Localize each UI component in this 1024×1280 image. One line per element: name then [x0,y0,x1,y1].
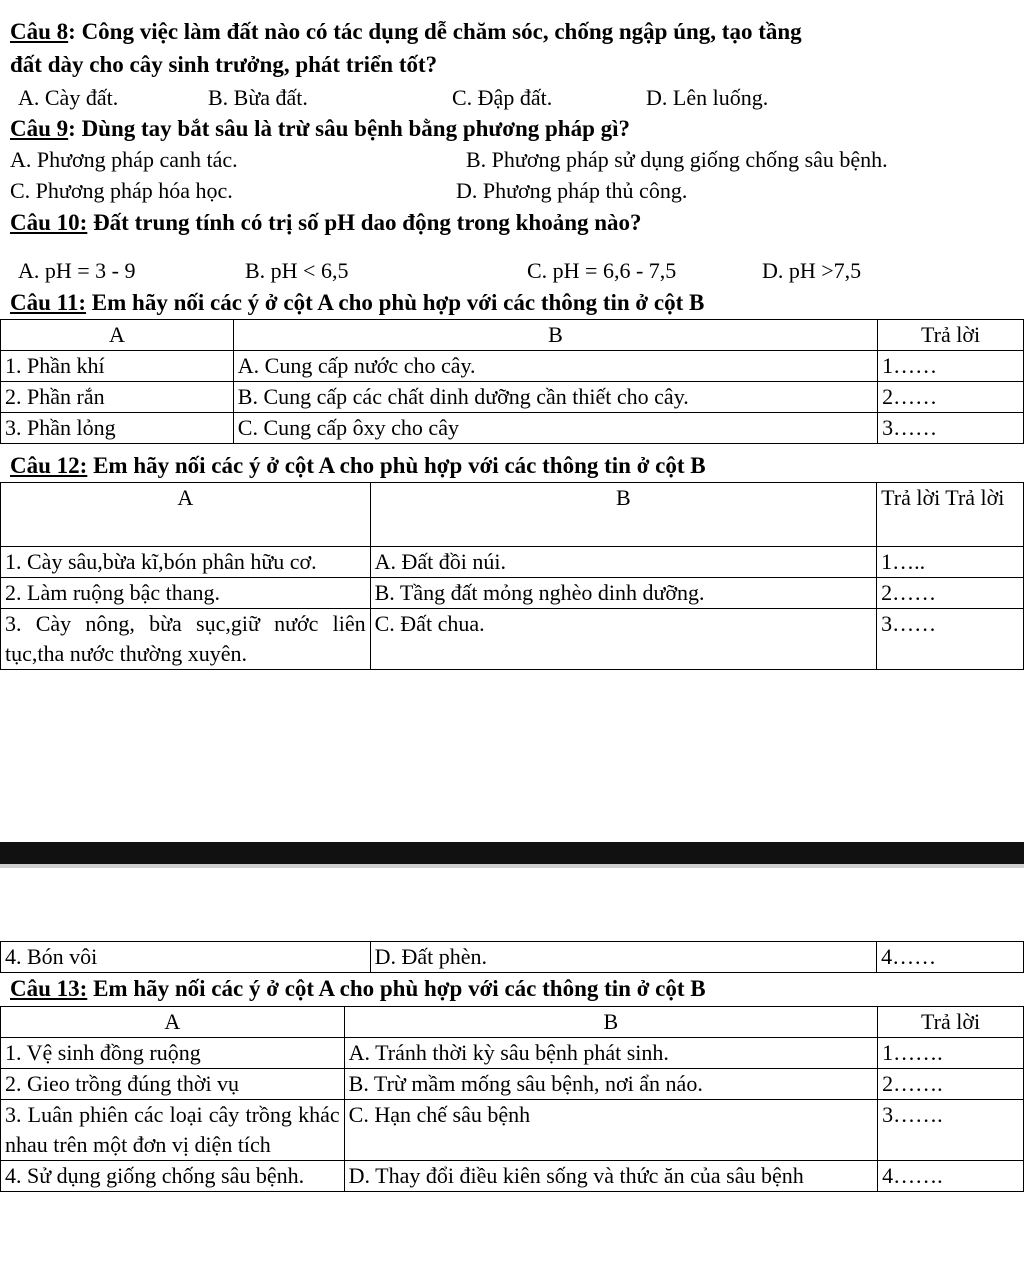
cell-a: 4. Bón vôi [1,942,371,973]
q10-option-d: D. pH >7,5 [762,258,862,283]
table-row [1,609,1024,670]
q8-option-a: A. Cày đất. [18,85,119,110]
cell-b: B. Tầng đất mỏng nghèo dinh dưỡng. [370,578,876,609]
q8-option-d: D. Lên luống. [646,85,769,110]
question-8-number: Câu 8 [10,19,69,44]
table-header-row [1,483,1024,547]
column-b-header: B [370,483,876,547]
question-13-line [10,975,706,1003]
cell-b: A. Đất đồi núi. [370,547,876,578]
cell-a: 1. Cày sâu,bừa kĩ,bón phân hữu cơ. [1,547,371,578]
cell-a: 3. Luân phiên các loại cây trồng khác nhau trên một đơn vị diện tích [1,1100,345,1161]
column-a-header: A [1,1007,345,1038]
question-9-line [10,115,630,143]
answer-cell[interactable]: 2……. [878,1069,1024,1100]
table-row [1,382,1024,413]
page-separator-shadow [0,864,1024,868]
question-10-number: Câu 10: [10,210,88,235]
table-row [1,1161,1024,1192]
q9-option-b: B. Phương pháp sử dụng giống chống sâu bệnh. [466,147,888,172]
cell-b: C. Cung cấp ôxy cho cây [233,413,877,444]
question-12-text: Em hãy nối các ý ở cột A cho phù hợp với các thông tin ở cột B [87,453,706,478]
question-9-text: : Dùng tay bắt sâu là trừ sâu bệnh bằng phương pháp gì? [68,116,631,141]
cell-a: 2. Gieo trồng đúng thời vụ [1,1069,345,1100]
q10-option-a: A. pH = 3 - 9 [18,258,136,283]
answer-cell[interactable]: 4……. [878,1161,1024,1192]
table-header-row [1,1007,1024,1038]
q9-option-c: C. Phương pháp hóa học. [10,178,233,203]
answer-cell[interactable]: 1……. [878,1038,1024,1069]
question-8-line-2: đất dày cho cây sinh trưởng, phát triển tốt? [10,52,438,77]
column-b-header: B [233,320,877,351]
answer-column-header: Trả lời Trả lời [877,483,1024,547]
question-13-text: Em hãy nối các ý ở cột A cho phù hợp với các thông tin ở cột B [87,976,706,1001]
answer-cell[interactable]: 2…… [877,578,1024,609]
cell-b: B. Cung cấp các chất dinh dưỡng cần thiết cho cây. [233,382,877,413]
page-top-edge [0,0,1024,4]
question-12-line [10,452,706,480]
q9-option-d: D. Phương pháp thủ công. [456,178,688,203]
cell-b: D. Đất phèn. [370,942,876,973]
q13-matching-table [0,1006,1024,1192]
question-10-line [10,209,642,237]
q8-option-c: C. Đập đất. [452,85,553,110]
cell-a: 1. Vệ sinh đồng ruộng [1,1038,345,1069]
answer-column-header: Trả lời [878,1007,1024,1038]
q12-matching-table [0,482,1024,670]
answer-cell[interactable]: 4…… [877,942,1024,973]
question-8-line-1 [10,18,802,46]
cell-a: 1. Phần khí [1,351,234,382]
table-row [1,1069,1024,1100]
question-11-number: Câu 11: [10,290,87,315]
q10-option-c: C. pH = 6,6 - 7,5 [527,258,677,283]
answer-cell[interactable]: 3…… [878,413,1024,444]
q9-option-a: A. Phương pháp canh tác. [10,147,238,172]
answer-cell[interactable]: 3……. [878,1100,1024,1161]
q11-matching-table [0,319,1024,444]
cell-b: A. Tránh thời kỳ sâu bệnh phát sinh. [344,1038,877,1069]
table-row [1,942,1024,973]
cell-a: 3. Cày nông, bừa sục,giữ nước liên tục,tha nước thường xuyên. [1,609,371,670]
page-separator-bar [0,842,1024,864]
column-a-header: A [1,483,371,547]
answer-cell[interactable]: 1…… [878,351,1024,382]
column-b-header: B [344,1007,877,1038]
cell-a: 4. Sử dụng giống chống sâu bệnh. [1,1161,345,1192]
question-11-text: Em hãy nối các ý ở cột A cho phù hợp với các thông tin ở cột B [86,290,705,315]
cell-b: C. Đất chua. [370,609,876,670]
cell-a: 3. Phần lỏng [1,413,234,444]
q10-option-b: B. pH < 6,5 [245,258,349,283]
question-9-number: Câu 9 [10,116,69,141]
answer-cell[interactable]: 1….. [877,547,1024,578]
answer-column-header: Trả lời [878,320,1024,351]
q8-option-b: B. Bừa đất. [208,85,308,110]
question-13-number: Câu 13: [10,976,88,1001]
answer-cell[interactable]: 2…… [878,382,1024,413]
table-header-row [1,320,1024,351]
table-row [1,547,1024,578]
question-11-line [10,289,704,317]
table-row [1,1038,1024,1069]
answer-cell[interactable]: 3…… [877,609,1024,670]
cell-b: D. Thay đổi điều kiên sống và thức ăn của sâu bệnh [344,1161,877,1192]
cell-b: B. Trừ mầm mống sâu bệnh, nơi ẩn náo. [344,1069,877,1100]
cell-b: A. Cung cấp nước cho cây. [233,351,877,382]
question-12-number: Câu 12: [10,453,88,478]
table-row [1,413,1024,444]
column-a-header: A [1,320,234,351]
cell-a: 2. Làm ruộng bậc thang. [1,578,371,609]
cell-b: C. Hạn chế sâu bệnh [344,1100,877,1161]
table-row [1,578,1024,609]
table-row [1,351,1024,382]
cell-a: 2. Phần rắn [1,382,234,413]
q12-matching-table-continued [0,941,1024,973]
question-8-text-1: : Công việc làm đất nào có tác dụng dễ chăm sóc, chống ngập úng, tạo tầng [68,19,802,44]
question-10-text: Đất trung tính có trị số pH dao động trong khoảng nào? [87,210,642,235]
table-row [1,1100,1024,1161]
